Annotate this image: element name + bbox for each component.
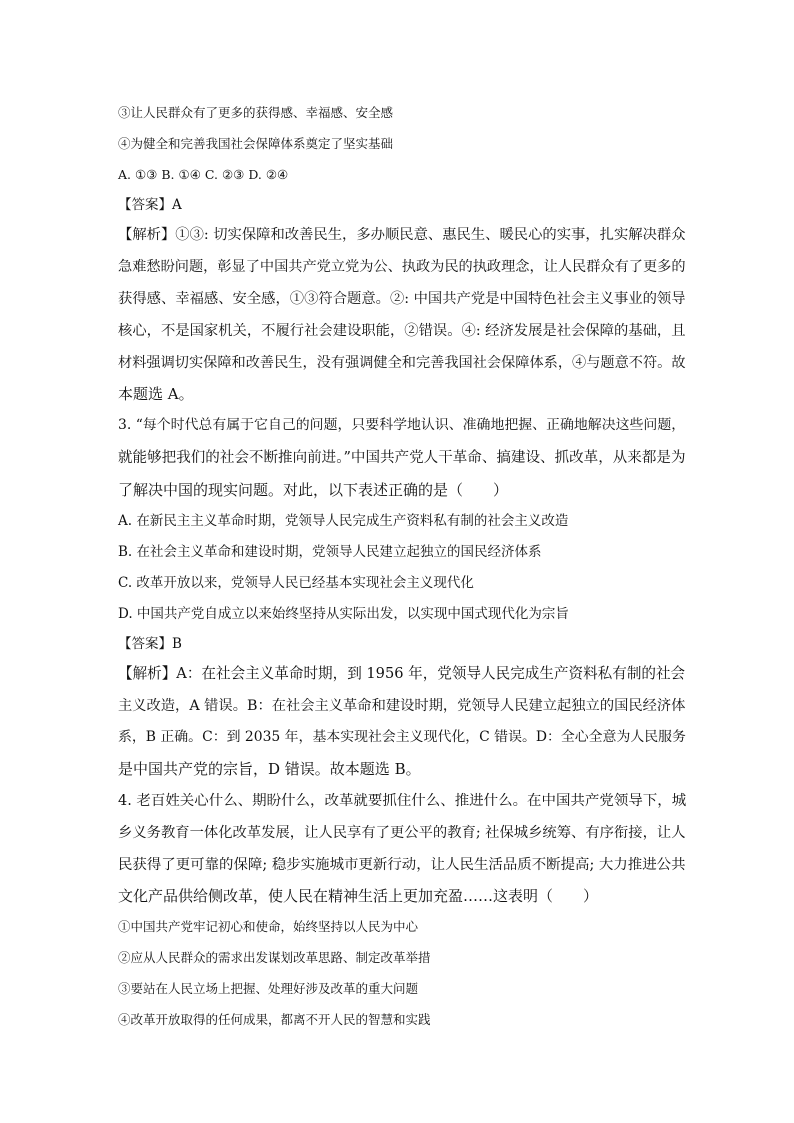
q2-option-4: ④为健全和完善我国社会保障体系奠定了坚实基础: [118, 136, 394, 151]
q2-choices: A. ①③ B. ①④ C. ②③ D. ②④: [118, 167, 289, 182]
q4-option-3: ③要站在人民立场上把握、处理好涉及改革的重大问题: [118, 981, 419, 996]
q4-option-1: ①中国共产党牢记初心和使命，始终坚持以人民为中心: [118, 919, 419, 934]
q3-answer: 【答案】B: [118, 636, 182, 652]
q3-stem-line: 3. “每个时代总有属于它自己的问题，只要科学地认识、准确地把握、正确地解决这些问题，: [118, 417, 686, 433]
q4-stem-line: 民获得了更可靠的保障; 稳步实施城市更新行动，让人民生活品质不断提高; 大力推进公共: [118, 857, 686, 873]
q3-analysis-line: 系，B 正确。C：到 2035 年，基本实现社会主义现代化，C 错误。D：全心全意为人民服务: [118, 729, 686, 745]
q2-option-3: ③让人民群众有了更多的获得感、幸福感、安全感: [118, 105, 394, 120]
q3-option-d: D. 中国共产党自成立以来始终坚持从实际出发，以实现中国式现代化为宗旨: [118, 606, 569, 622]
q2-analysis-line: 急难愁盼问题，彰显了中国共产党立党为公、执政为民的执政理念，让人民群众有了更多的: [118, 259, 686, 275]
q2-analysis-line: 材料强调切实保障和改善民生，没有强调健全和完善我国社会保障体系，④与题意不符。故: [118, 355, 686, 371]
q2-answer: 【答案】A: [118, 197, 182, 213]
q3-analysis-line: 主义改造，A 错误。B：在社会主义革命和建设时期，党领导人民建立起独立的国民经济体: [118, 698, 686, 714]
q3-option-c: C. 改革开放以来，党领导人民已经基本实现社会主义现代化: [118, 575, 474, 591]
q3-stem-line: 了解决中国的现实问题。对此，以下表述正确的是（ ）: [118, 481, 509, 499]
q3-option-a: A. 在新民主主义革命时期，党领导人民完成生产资料私有制的社会主义改造: [118, 513, 569, 529]
q4-option-2: ②应从人民群众的需求出发谋划改革思路、制定改革举措: [118, 950, 431, 965]
q2-analysis-line: 【解析】①③: 切实保障和改善民生，多办顺民意、惠民生、暖民心的实事，扎实解决群众: [118, 227, 686, 243]
q4-option-4: ④改革开放取得的任何成果，都离不开人民的智慧和实践: [118, 1012, 431, 1027]
q3-stem-line: 就能够把我们的社会不断推向前进。”中国共产党人干革命、搞建设、抓改革，从来都是为: [118, 449, 686, 466]
q4-stem-line: 4. 老百姓关心什么、期盼什么，改革就要抓住什么、推进什么。在中国共产党领导下，城: [118, 793, 687, 809]
q3-analysis-line: 是中国共产党的宗旨，D 错误。故本题选 B。: [118, 760, 421, 778]
q4-stem-line: 文化产品供给侧改革，使人民在精神生活上更加充盈……这表明（ ）: [118, 887, 599, 905]
q4-stem-line: 乡义务教育一体化改革发展，让人民享有了更公平的教育; 社保城乡统筹、有序衔接，让人: [118, 825, 686, 841]
q3-option-b: B. 在社会主义革命和建设时期，党领导人民建立起独立的国民经济体系: [118, 544, 542, 560]
q2-analysis-line: 本题选 A。: [118, 385, 194, 403]
q2-analysis-line: 核心，不是国家机关，不履行社会建设职能，②错误。④: 经济发展是社会保障的基础，且: [118, 323, 686, 339]
q2-analysis-line: 获得感、幸福感、安全感，①③符合题意。②: 中国共产党是中国特色社会主义事业的领导: [118, 291, 686, 307]
q3-analysis-line: 【解析】A：在社会主义革命时期，到 1956 年，党领导人民完成生产资料私有制的社会: [118, 665, 686, 682]
